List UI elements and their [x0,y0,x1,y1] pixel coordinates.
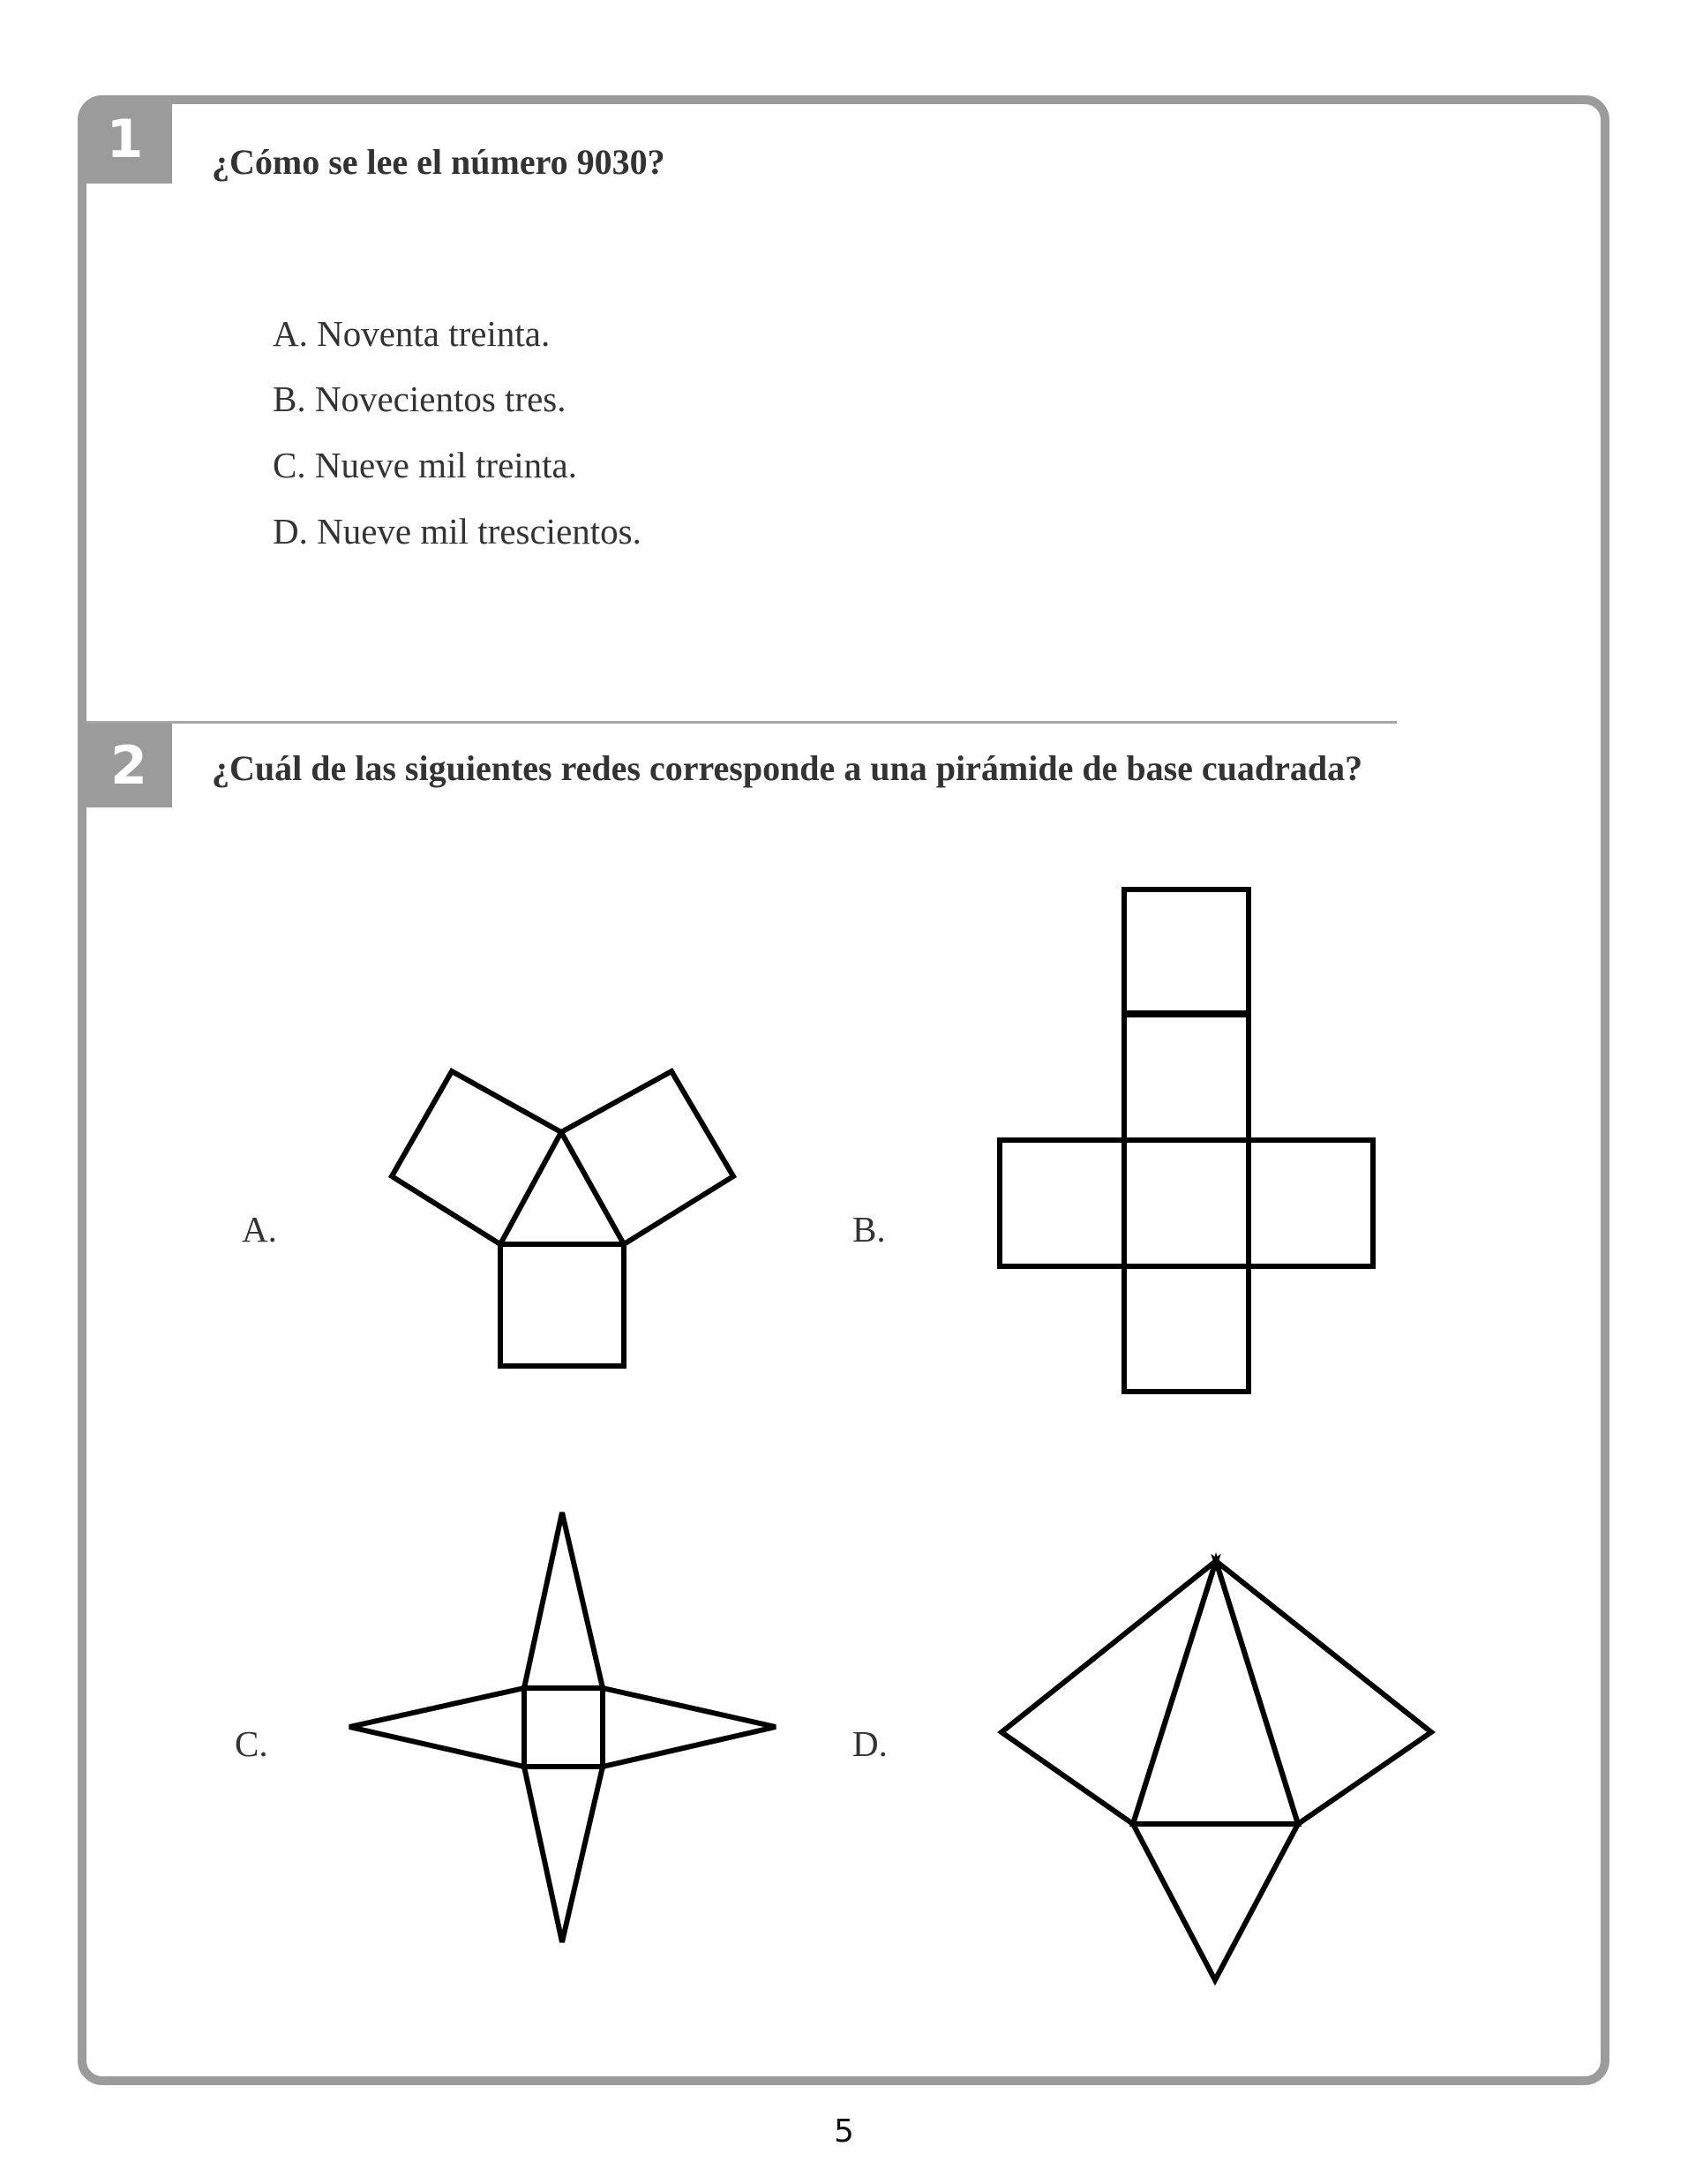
question-2-prompt: ¿Cuál de las siguientes redes corresponde a una pirámide de base cuadrada? [212,748,1363,788]
figure-a-label[interactable]: A. [242,1209,277,1250]
figure-d-label[interactable]: D. [852,1723,888,1764]
question-1-option-d[interactable]: D. Nueve mil trescientos. [273,511,641,552]
question-1-option-c[interactable]: C. Nueve mil treinta. [273,445,577,485]
question-1-option-a[interactable]: A. Noventa treinta. [273,313,551,354]
question-1-option-b[interactable]: B. Novecientos tres. [273,379,566,419]
question-number-2: 2 [110,734,147,797]
figure-b-label[interactable]: B. [852,1209,886,1250]
question-number-badge-2 [86,724,172,807]
question-divider [86,721,1397,724]
question-1-prompt: ¿Cómo se lee el número 9030? [212,142,665,182]
question-number-1: 1 [106,109,144,170]
question-number-badge-1 [78,95,172,184]
page-number: 5 [834,2113,854,2150]
figure-c-label[interactable]: C. [235,1723,268,1764]
